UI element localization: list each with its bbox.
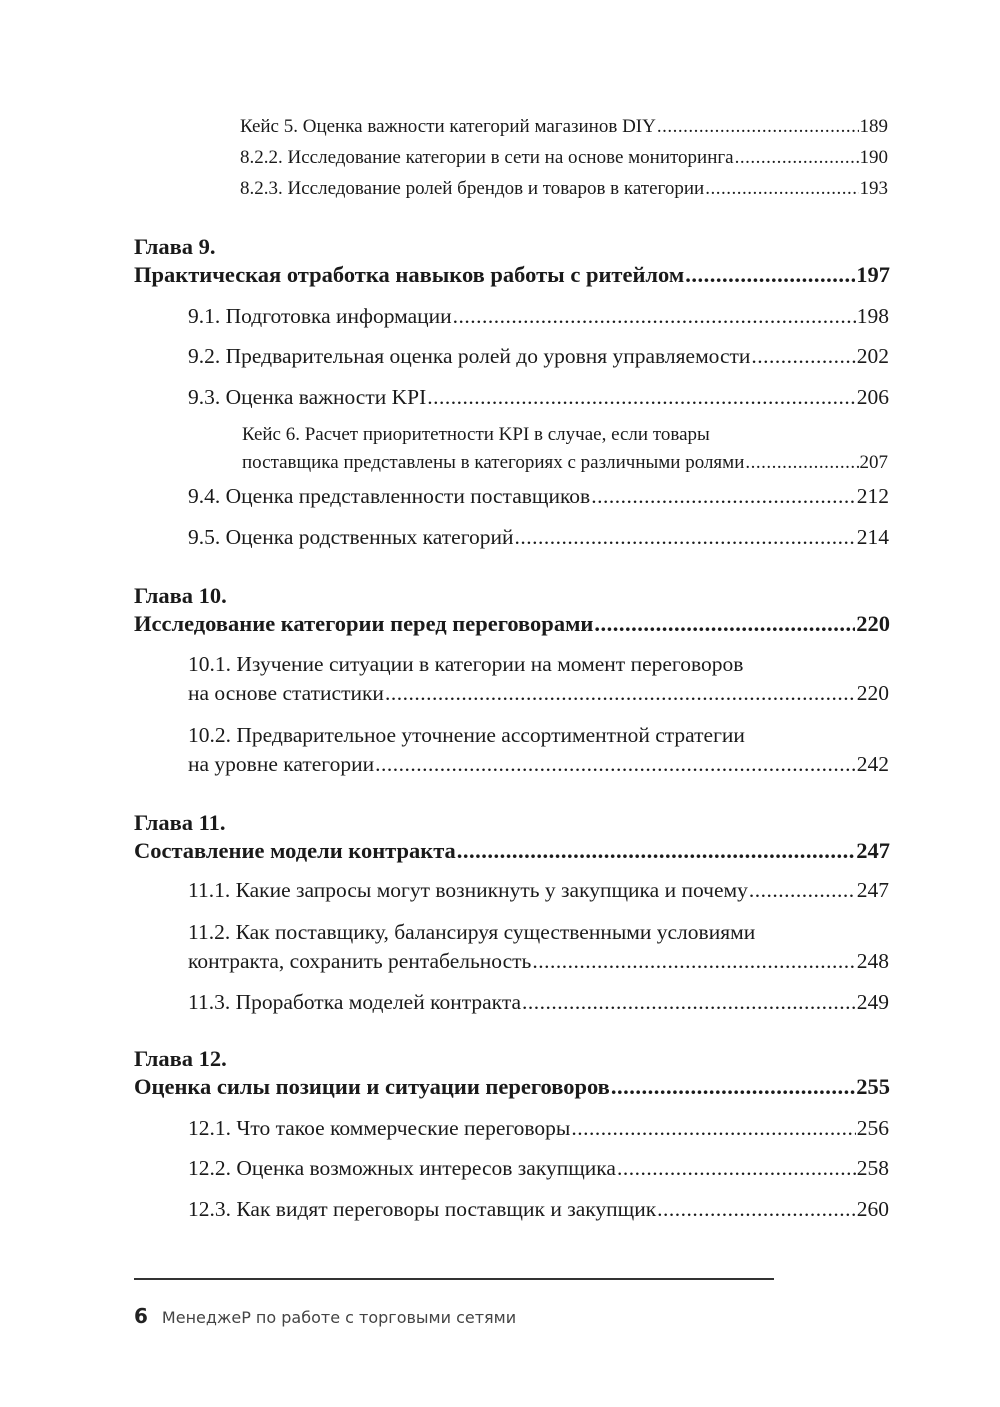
- toc-entry-page: 206: [856, 385, 889, 409]
- toc-entry-title: Кейс 5. Оценка важности категорий магазинов DIY: [240, 116, 656, 137]
- toc-entry-title: 12.3. Как видят переговоры поставщик и закупщик: [188, 1197, 657, 1221]
- toc-entry-page: 190: [859, 147, 888, 168]
- toc-entry-case6-line1: Кейс 6. Расчет приоритетности KPI в случае, если товары: [242, 424, 710, 445]
- toc-entry-page: 207: [859, 452, 888, 473]
- toc-entry-page: 202: [856, 344, 889, 368]
- toc-entry-page: 256: [856, 1116, 889, 1140]
- toc-entry-10-1: [188, 681, 889, 706]
- toc-entry-page: 214: [856, 525, 889, 549]
- toc-entry-11-3: [188, 990, 889, 1015]
- toc-entry-title: на уровне категории: [188, 752, 375, 776]
- chapter-12-label: Глава 12.: [134, 1046, 227, 1071]
- toc-entry-title: 9.3. Оценка важности KPI: [188, 385, 427, 409]
- toc-entry-8-2-2: [240, 147, 888, 169]
- toc-entry-page: 249: [856, 990, 889, 1014]
- chapter-10-entry: [134, 611, 890, 637]
- toc-entry-case6: [242, 452, 888, 474]
- toc-entry-title: 12.1. Что такое коммерческие переговоры: [188, 1116, 571, 1140]
- toc-entry-12-1: [188, 1116, 889, 1141]
- toc-entry-title: контракта, сохранить рентабельность: [188, 949, 532, 973]
- toc-entry-title: на основе статистики: [188, 681, 384, 705]
- chapter-title: Составление модели контракта: [134, 838, 456, 863]
- page-number: 6: [134, 1304, 148, 1328]
- toc-entry-page: 212: [856, 484, 889, 508]
- footer-rule: [134, 1278, 774, 1280]
- toc-entry-title: 9.5. Оценка родственных категорий: [188, 525, 514, 549]
- toc-entry-title: 9.2. Предварительная оценка ролей до уровня управляемости: [188, 344, 751, 368]
- toc-entry-page: 193: [859, 178, 888, 199]
- toc-entry-page: 220: [856, 681, 889, 705]
- chapter-9-entry: [134, 262, 890, 288]
- toc-entry-page: 242: [856, 752, 889, 776]
- toc-entry-title: 9.1. Подготовка информации: [188, 304, 452, 328]
- toc-entry-9-2: [188, 344, 889, 369]
- toc-entry-title: 11.1. Какие запросы могут возникнуть у закупщика и почему: [188, 878, 748, 902]
- toc-entry-page: 189: [859, 116, 888, 137]
- toc-entry-12-2: [188, 1156, 889, 1181]
- toc-entry-page: 247: [856, 878, 889, 902]
- chapter-page: 247: [856, 838, 890, 863]
- toc-entry-page: 198: [856, 304, 889, 328]
- chapter-title: Оценка силы позиции и ситуации переговоров: [134, 1074, 610, 1099]
- toc-entry-case5: [240, 116, 888, 138]
- book-title: МенеджеР по работе с торговыми сетями: [161, 1308, 517, 1327]
- chapter-9-label: Глава 9.: [134, 234, 216, 259]
- chapter-page: 220: [856, 611, 890, 636]
- chapter-page: 197: [856, 262, 890, 287]
- toc-entry-page: 260: [856, 1197, 889, 1221]
- toc-entry-9-1: [188, 304, 889, 329]
- toc-entry-page: 248: [856, 949, 889, 973]
- toc-entry-9-4: [188, 484, 889, 509]
- page-footer: [134, 1304, 516, 1328]
- chapter-12-entry: [134, 1074, 890, 1100]
- toc-entry-title: 8.2.2. Исследование категории в сети на основе мониторинга: [240, 147, 734, 168]
- chapter-11-entry: [134, 838, 890, 864]
- toc-entry-10-1-line1: 10.1. Изучение ситуации в категории на момент переговоров: [188, 652, 744, 676]
- toc-entry-11-2-line1: 11.2. Как поставщику, балансируя существенными условиями: [188, 920, 756, 944]
- chapter-page: 255: [856, 1074, 890, 1099]
- chapter-10-label: Глава 10.: [134, 583, 227, 608]
- toc-entry-title: 11.3. Проработка моделей контракта: [188, 990, 522, 1014]
- toc-entry-8-2-3: [240, 178, 888, 200]
- toc-entry-9-5: [188, 525, 889, 550]
- toc-entry-10-2: [188, 752, 889, 777]
- toc-entry-page: 258: [856, 1156, 889, 1180]
- toc-entry-11-1: [188, 878, 889, 903]
- toc-entry-9-3: [188, 385, 889, 410]
- toc-entry-title: 8.2.3. Исследование ролей брендов и товаров в категории: [240, 178, 705, 199]
- toc-entry-12-3: [188, 1197, 889, 1222]
- toc-entry-10-2-line1: 10.2. Предварительное уточнение ассортиментной стратегии: [188, 723, 745, 747]
- toc-entry-title: 9.4. Оценка представленности поставщиков: [188, 484, 591, 508]
- toc-entry-title: 12.2. Оценка возможных интересов закупщика: [188, 1156, 616, 1180]
- chapter-title: Практическая отработка навыков работы с ритейлом: [134, 262, 685, 287]
- toc-entry-title: поставщика представлены в категориях с различными ролями: [242, 452, 745, 473]
- chapter-11-label: Глава 11.: [134, 810, 226, 835]
- toc-entry-11-2: [188, 949, 889, 974]
- chapter-title: Исследование категории перед переговорами: [134, 611, 594, 636]
